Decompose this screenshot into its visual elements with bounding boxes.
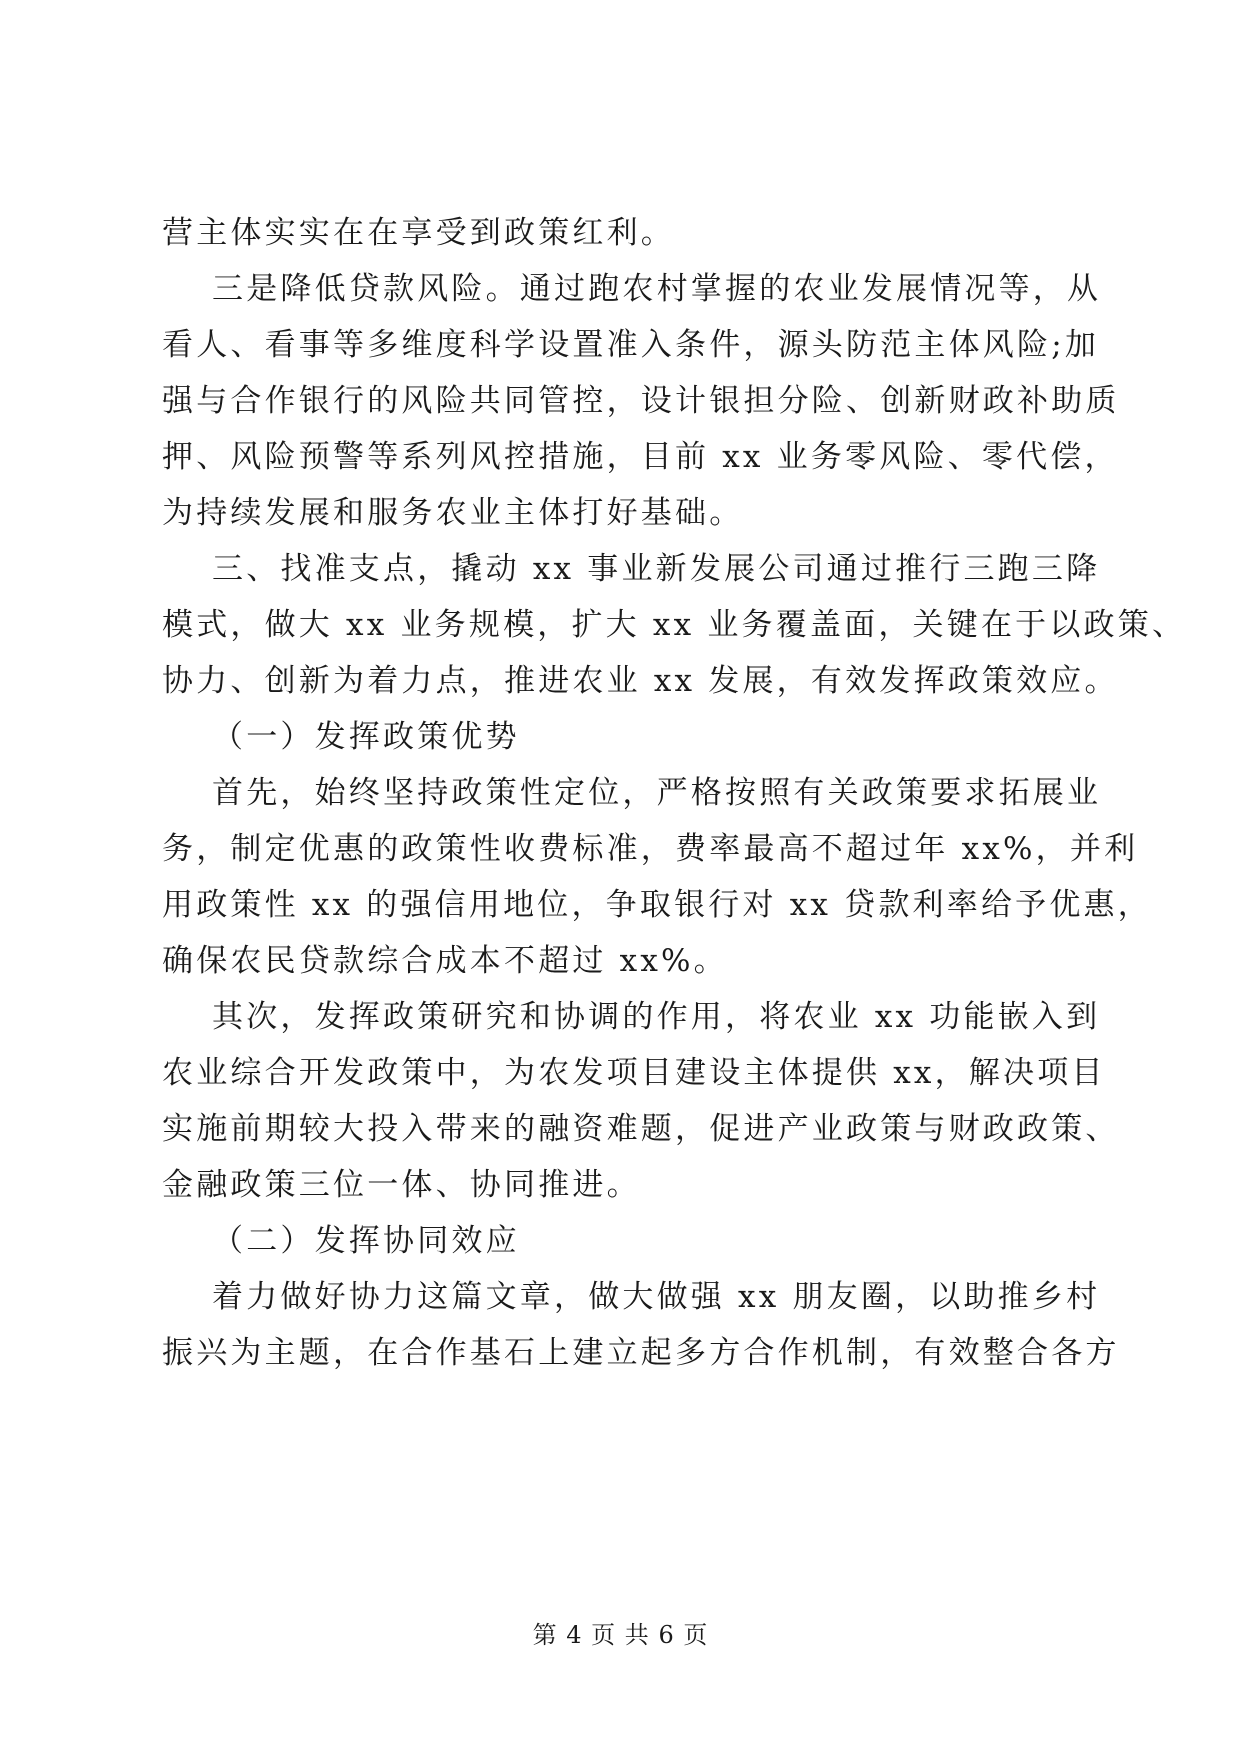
body-text-line: 营主体实实在在享受到政策红利。 xyxy=(162,215,675,251)
body-text-line: 协力、创新为着力点，推进农业 xx 发展，有效发挥政策效应。 xyxy=(162,663,1119,699)
body-text-line: 着力做好协力这篇文章，做大做强 xx 朋友圈，以助推乡村 xyxy=(212,1279,1101,1315)
section-heading-line: 三、找准支点，撬动 xx 事业新发展公司通过推行三跑三降 xyxy=(212,551,1101,587)
body-text-line: 押、风险预警等系列风控措施，目前 xx 业务零风险、零代偿， xyxy=(162,439,1119,475)
subsection-heading: （二）发挥协同效应 xyxy=(212,1223,520,1259)
body-text-line: 确保农民贷款综合成本不超过 xx%。 xyxy=(162,943,728,979)
body-text-line: 用政策性 xx 的强信用地位，争取银行对 xx 贷款利率给予优惠， xyxy=(162,887,1152,923)
subsection-heading: （一）发挥政策优势 xyxy=(212,719,520,755)
body-text-line: 其次，发挥政策研究和协调的作用，将农业 xx 功能嵌入到 xyxy=(212,999,1101,1035)
body-text-line: 农业综合开发政策中，为农发项目建设主体提供 xx，解决项目 xyxy=(162,1055,1106,1091)
body-text-line: 首先，始终坚持政策性定位，严格按照有关政策要求拓展业 xyxy=(212,775,1102,811)
page-footer: 第 4 页 共 6 页 xyxy=(532,1621,709,1649)
body-text-line: 金融政策三位一体、协同推进。 xyxy=(162,1167,641,1203)
body-text-line: 为持续发展和服务农业主体打好基础。 xyxy=(162,495,744,531)
body-text-line: 模式，做大 xx 业务规模，扩大 xx 业务覆盖面，关键在于以政策、 xyxy=(162,607,1187,643)
body-text-line: 强与合作银行的风险共同管控，设计银担分险、创新财政补助质 xyxy=(162,383,1120,419)
body-text-line: 看人、看事等多维度科学设置准入条件，源头防范主体风险;加 xyxy=(162,327,1100,363)
body-text-line: 务，制定优惠的政策性收费标准，费率最高不超过年 xx%，并利 xyxy=(162,831,1139,867)
body-text-line: 振兴为主题，在合作基石上建立起多方合作机制，有效整合各方 xyxy=(162,1335,1120,1371)
body-text-line: 三是降低贷款风险。通过跑农村掌握的农业发展情况等，从 xyxy=(212,271,1102,307)
body-text-line: 实施前期较大投入带来的融资难题，促进产业政策与财政政策、 xyxy=(162,1111,1120,1147)
